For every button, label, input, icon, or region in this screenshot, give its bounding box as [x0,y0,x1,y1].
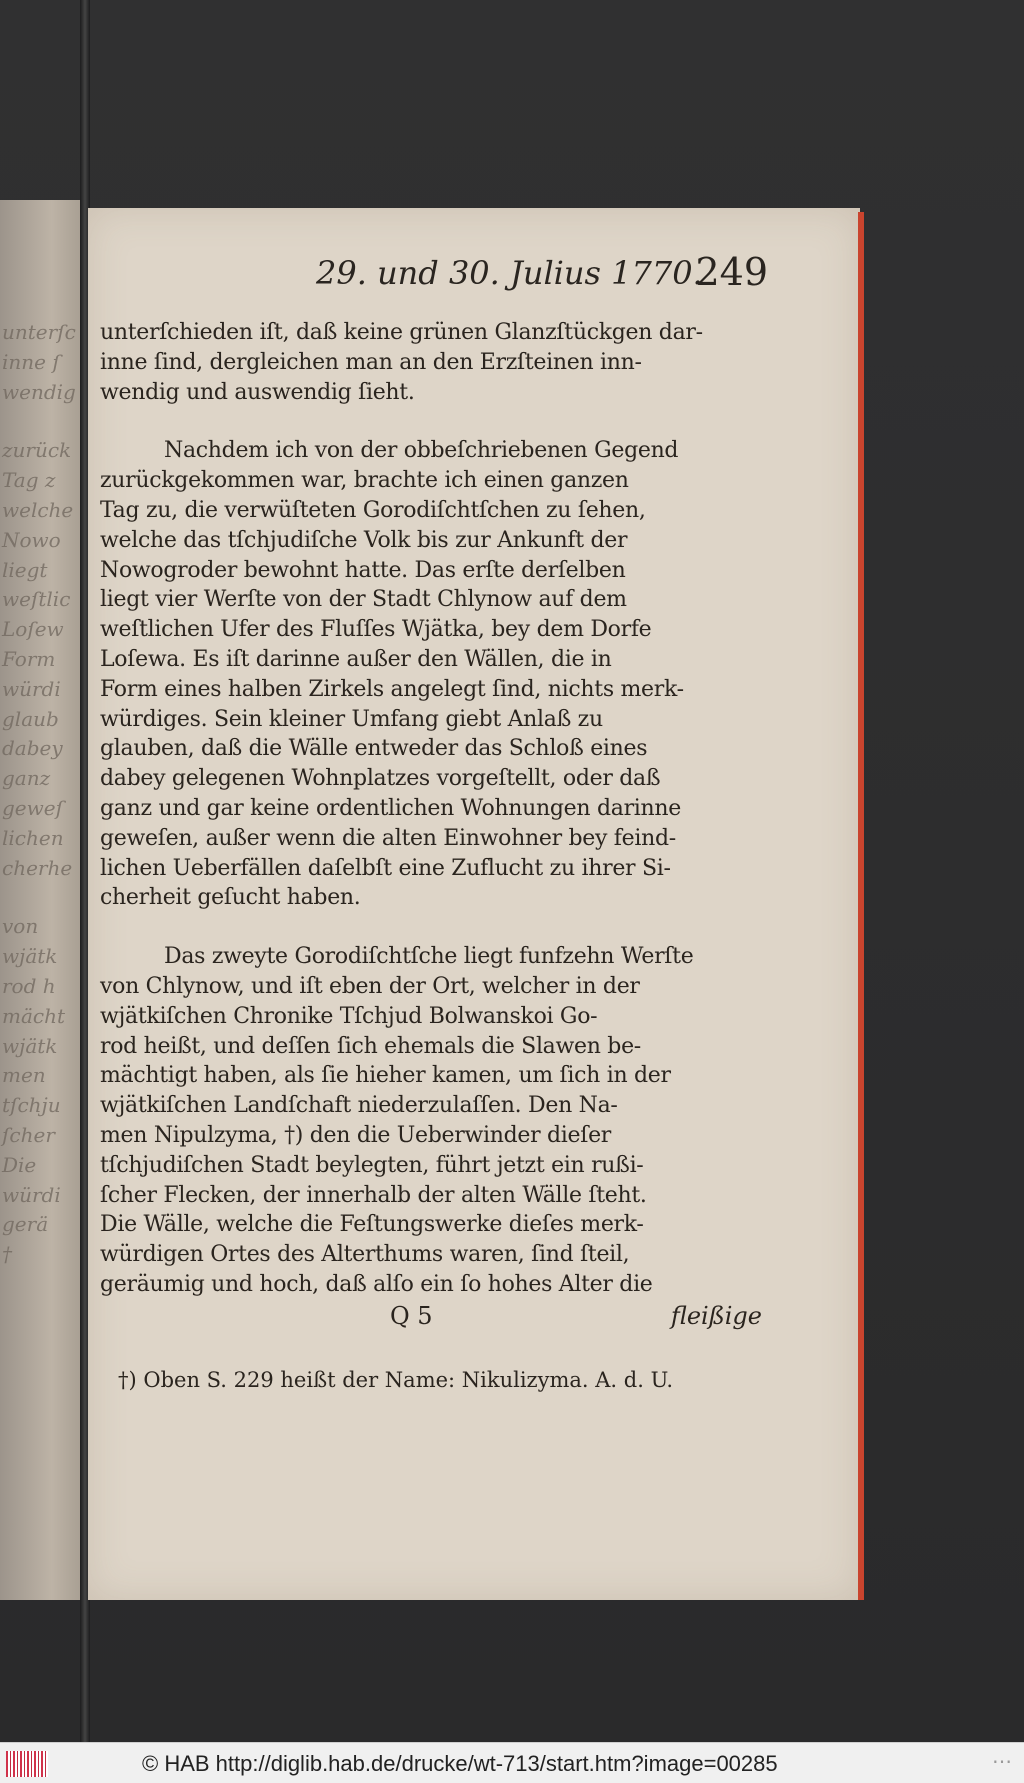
previous-page-edge [0,200,86,1600]
page-text [100,318,762,1332]
text-line: würdiges. Sein kleiner Umfang giebt Anlaß zu [100,706,603,732]
previous-page-fragment: ſcher [2,1123,55,1147]
text-line: Nowogroder bewohnt hatte. Das erſte derſelben [100,557,626,583]
text-line: unterſchieden iſt, daß keine grünen Glanzſtückgen dar- [100,320,703,345]
previous-page-fragment: Form [2,647,56,671]
previous-page-fragment: zurück [2,438,72,463]
previous-page-fragment: mächt [2,1003,66,1028]
text-line: Die Wälle, welche die Feſtungswerke dieſes merk- [100,1212,644,1238]
text-line: dabey gelegenen Wohnplatzes vorgeſtellt, oder daß [100,766,661,792]
previous-page-fragment: würdi [2,1182,61,1207]
text-line: Loſewa. Es iſt darinne außer den Wällen, die in [100,646,612,672]
text-line: wendig und auswendig ſieht. [100,379,415,405]
signature-row [100,1302,762,1332]
footnote: †) Oben S. 229 heißt der Name: Nikulizyma. A. d. U. [118,1368,674,1392]
page-header [228,250,768,300]
text-line: würdigen Ortes des Alterthums waren, ſind ſteil, [100,1242,630,1268]
running-head: 29. und 30. Julius 1770. [316,254,703,292]
text-line: tſchjudiſchen Stadt beylegten, führt jetzt ein rußi- [100,1152,644,1178]
text-line: geräumig und hoch, daß alſo ein ſo hohes Alter die [100,1271,653,1297]
text-line: weſtlichen Ufer des Fluſſes Wjätka, bey dem Dorfe [100,617,652,643]
text-line: wjätkiſchen Chronike Tſchjud Bolwanskoi Go- [100,1003,598,1029]
text-line: Form eines halben Zirkels angelegt ſind, nichts merk- [100,676,684,702]
page-number: 249 [695,250,768,294]
text-line: inne ſind, dergleichen man an den Erzſteinen inn- [100,349,642,375]
previous-page-fragment: Die [2,1152,37,1177]
previous-page-fragment: ganz [2,766,51,791]
text-line: welche das tſchjudiſche Volk bis zur Ankunft der [100,527,628,553]
text-line: liegt vier Werſte von der Stadt Chlynow auf dem [100,587,627,613]
previous-page-fragment: von [2,914,39,939]
text-line: glauben, daß die Wälle entweder das Schloß eines [100,736,648,762]
previous-page-fragment: unterſc [2,320,76,344]
previous-page-fragment: lichen [2,825,64,850]
viewer-status-bar [0,1742,1024,1783]
previous-page-fragment: weſtlic [2,587,71,612]
signature-mark: Q 5 [390,1301,433,1330]
text-line: zurückgekommen war, brachte ich einen ganzen [100,468,629,494]
previous-page-fragment: Nowo [2,527,61,552]
previous-page-fragment: wendig [2,379,76,404]
previous-page-fragment: glaub [2,706,59,731]
previous-page-fragment: dabey [2,736,63,761]
text-line: mächtigt haben, als ſie hieher kamen, um ſich in der [100,1063,671,1089]
page-red-edge [858,212,864,1600]
text-line: cherheit geſucht haben. [100,885,361,911]
more-options-icon[interactable]: ⋯ [992,1751,1012,1773]
text-line: wjätkiſchen Landſchaft niederzulaſſen. Den Na- [100,1093,618,1119]
text-line: geweſen, außer wenn die alten Einwohner bey feind- [100,825,676,851]
text-line: ſcher Flecken, der innerhalb der alten Wälle ſteht. [100,1182,647,1208]
previous-page-fragment: Tag z [2,468,56,493]
text-line: rod heißt, und deſſen ſich ehemals die Slawen be- [100,1033,641,1059]
previous-page-fragment: liegt [2,557,48,582]
copyright-url-link[interactable]: © HAB http://diglib.hab.de/drucke/wt-713/start.htm?image=00285 [142,1751,778,1776]
previous-page-fragment: inne ſ [2,349,60,374]
previous-page-fragment: welche [2,498,74,522]
text-line: men Nipulzyma, †) den die Ueberwinder dieſer [100,1122,612,1148]
previous-page-fragment: wjätk [2,944,58,969]
previous-page-fragment: gerä [2,1212,49,1237]
previous-page-fragment: men [2,1063,46,1088]
previous-page-fragment: würdi [2,676,61,701]
text-line: Tag zu, die verwüſteten Gorodiſchtſchen zu ſehen, [100,497,646,523]
text-line: ganz und gar keine ordentlichen Wohnungen darinne [100,795,681,821]
previous-page-fragment: wjätk [2,1033,58,1058]
hab-logo-icon[interactable] [6,1751,48,1777]
text-line: lichen Ueberfällen daſelbſt eine Zuflucht zu ihrer Si- [100,855,671,881]
previous-page-fragment: cherhe [2,855,73,880]
previous-page-fragment: tſchju [2,1093,61,1118]
previous-page-fragment: † [2,1242,12,1267]
text-line: Das zweyte Gorodiſchtſche liegt funfzehn Werſte [164,944,694,970]
previous-page-fragment: geweſ [2,796,63,820]
previous-page-fragment: rod h [2,974,56,998]
book-page [88,208,860,1600]
previous-page-fragment: Loſew [2,617,64,642]
text-line: Nachdem ich von der obbeſchriebenen Gegend [164,438,679,464]
catchword: fleißige [670,1301,762,1330]
text-line: von Chlynow, und iſt eben der Ort, welcher in der [100,973,640,999]
